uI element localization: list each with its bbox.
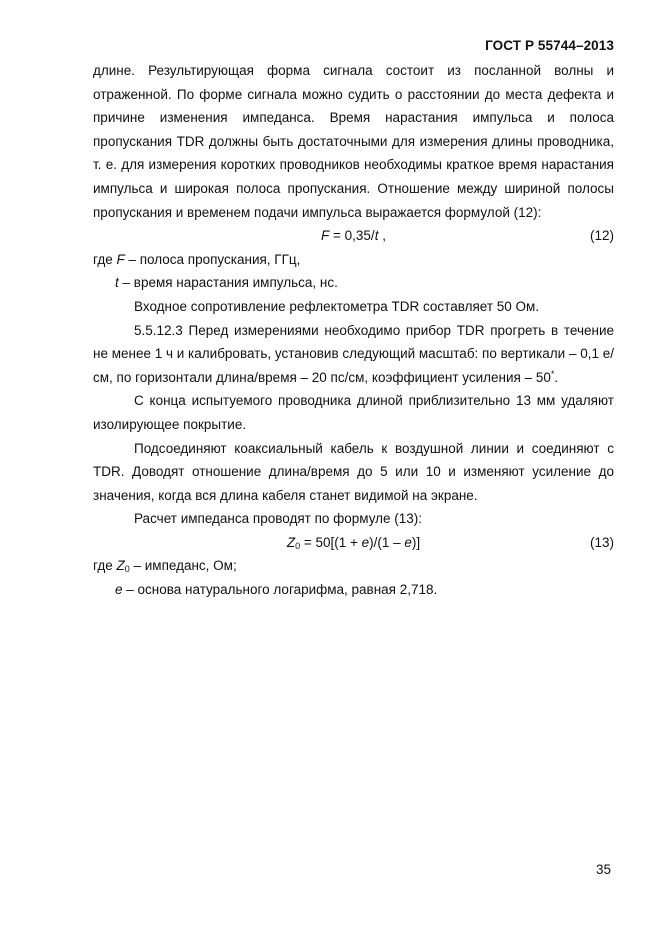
formula-13-mid: )/(1 – — [369, 534, 405, 550]
formula-13-eq: = 50[(1 + — [300, 534, 362, 550]
formula-12-mid: = 0,35/ — [329, 228, 375, 244]
formula-12-number: (12) — [589, 228, 614, 244]
formula-13-expression — [93, 531, 614, 555]
formula-13-e2: e — [404, 534, 412, 550]
legend-13-z-symbol: Z — [116, 558, 125, 574]
paragraph-calibration — [93, 319, 614, 390]
formula-13 — [93, 531, 614, 555]
formula-13-z-sub: 0 — [295, 540, 301, 551]
legend-12-t — [93, 271, 614, 295]
formula-12 — [93, 224, 614, 248]
formula-12-expression — [93, 224, 614, 248]
page-number: 35 — [596, 862, 612, 877]
paragraph-input-resistance: Входное сопротивление рефлектометра TDR составляет 50 Ом. — [134, 298, 540, 314]
page-body — [93, 59, 614, 602]
formula-13-z: Z — [286, 534, 296, 550]
legend-12-t-symbol: t — [115, 275, 119, 291]
legend-12-f-symbol: F — [116, 251, 125, 267]
calibration-end: . — [554, 369, 559, 385]
legend-13-z-sub: 0 — [124, 564, 130, 575]
legend-12-f-description: – полоса пропускания, ГГц, — [124, 251, 301, 267]
formula-13-end: )] — [411, 534, 421, 550]
legend-13-e — [93, 578, 614, 602]
calibration-text: 5.5.12.3 Перед измерениями необходимо прибор TDR прогреть в течение не менее 1 ч и калибровать, установив следующий масштаб: по вертикали – 0,1 e/см, по горизонтали длина/время – 20 пс/см, коэффициент усиления – 50 — [93, 322, 614, 385]
legend-12-prefix: где — [93, 251, 117, 267]
paragraph-strip-insulation: С конца испытуемого проводника длиной приблизительно 13 мм удаляют изолирующее покрытие. — [93, 393, 614, 432]
formula-12-f: F — [321, 228, 330, 244]
calibration-footnote-mark: * — [550, 368, 555, 379]
legend-13-prefix: где — [93, 558, 117, 574]
standard-header: ГОСТ Р 55744–2013 — [485, 38, 614, 53]
legend-12-f — [93, 248, 614, 272]
legend-13-e-description: – основа натурального логарифма, равная 2,718. — [122, 582, 438, 598]
legend-13-z — [93, 554, 614, 578]
paragraph-impedance-calc: Расчет импеданса проводят по формуле (13): — [134, 511, 423, 527]
legend-12-t-description: – время нарастания импульса, нс. — [118, 275, 338, 291]
formula-13-e1: e — [361, 534, 370, 550]
paragraph-connect-cable: Подсоединяют коаксиальный кабель к воздушной линии и соединяют с TDR. Доводят отношение длина/время до 5 или 10 и изменяют усиление до значения, когда вся длина кабеля станет видимой на экране. — [93, 440, 614, 503]
formula-13-number: (13) — [589, 534, 614, 550]
formula-12-tail: , — [378, 228, 386, 244]
legend-13-e-symbol: e — [115, 582, 123, 598]
formula-12-t: t — [374, 228, 379, 244]
legend-13-z-description: – импеданс, Ом; — [129, 558, 237, 574]
paragraph-signal-shape: длине. Результирующая форма сигнала состоит из посланной волны и отраженной. По форме сигнала можно судить о расстоянии до места дефекта и причине изменения импеданса. Время нарастания импульса и полоса пропускания TDR должны быть достаточными для измерения длины проводника, т. е. для измерения коротких проводников необходимы краткое время нарастания импульса и широкая полоса пропускания. Отношение между шириной полосы пропускания и временем подачи импульса выражается формулой (12): — [93, 63, 614, 220]
